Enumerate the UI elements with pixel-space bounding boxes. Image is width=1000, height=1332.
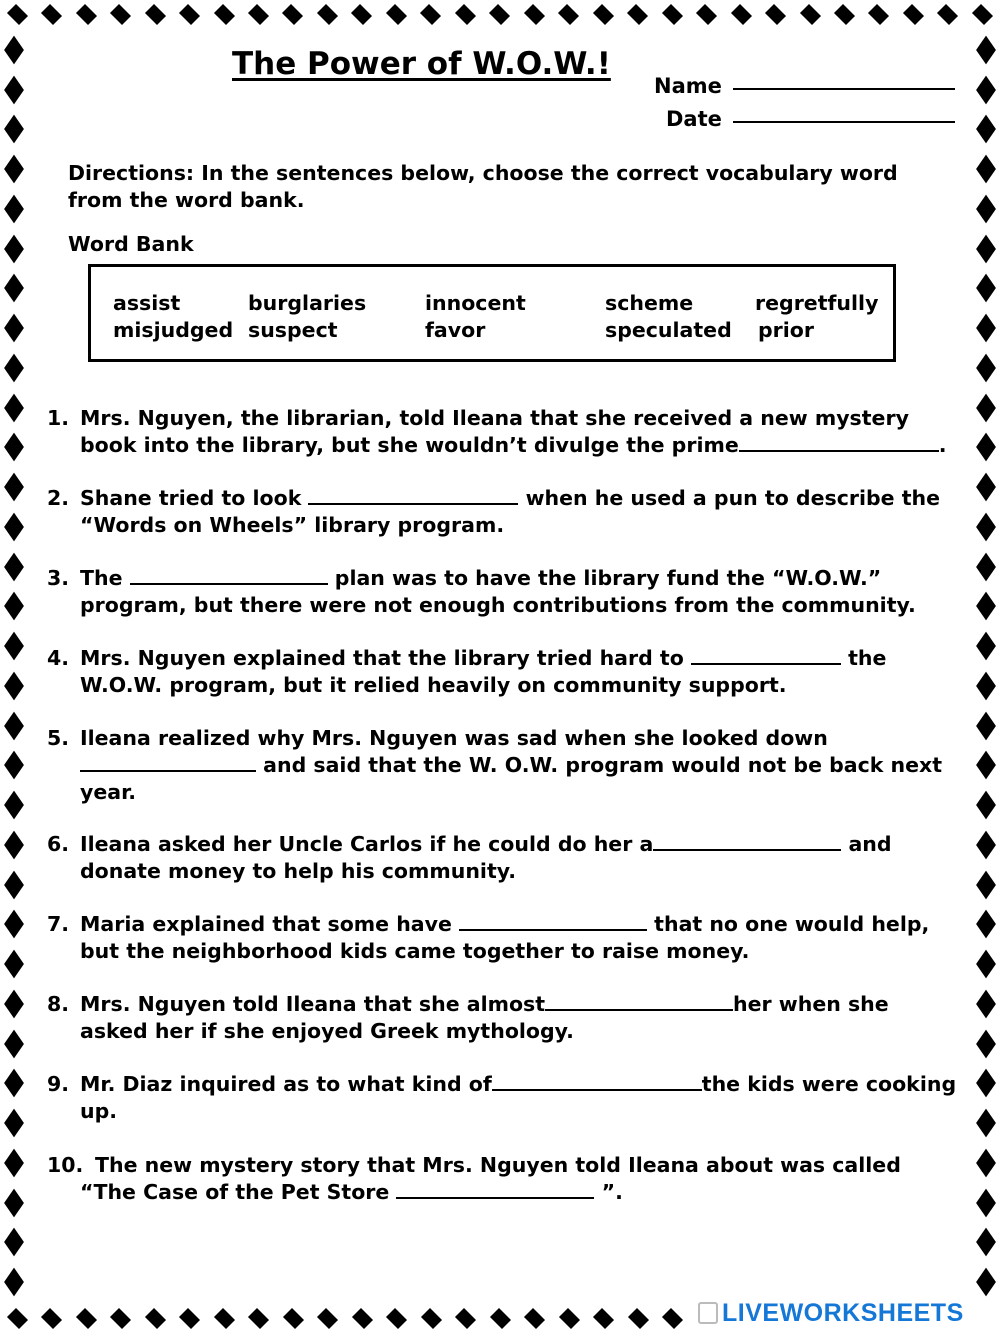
question-number: 4. bbox=[47, 646, 70, 670]
border-diamond bbox=[4, 1149, 24, 1178]
border-diamond bbox=[976, 672, 996, 701]
border-diamond bbox=[110, 3, 131, 24]
name-label: Name bbox=[654, 74, 722, 98]
question-text: Ileana asked her Uncle Carlos if he could do her a bbox=[80, 832, 654, 856]
border-diamond bbox=[524, 1307, 545, 1328]
border-diamond bbox=[976, 632, 996, 661]
border-diamond bbox=[4, 950, 24, 979]
border-diamond bbox=[976, 751, 996, 780]
border-diamond bbox=[976, 1149, 996, 1178]
border-diamond bbox=[4, 552, 24, 581]
question-2 bbox=[47, 485, 959, 539]
word-bank-word: favor bbox=[425, 318, 486, 342]
border-diamond bbox=[41, 1307, 62, 1328]
border-diamond bbox=[558, 3, 579, 24]
border-diamond bbox=[351, 3, 372, 24]
border-diamond bbox=[593, 3, 614, 24]
word-bank-word: prior bbox=[758, 318, 815, 342]
border-diamond bbox=[4, 354, 24, 383]
border-diamond bbox=[4, 1029, 24, 1058]
border-bottom bbox=[0, 1304, 690, 1332]
answer-blank[interactable] bbox=[739, 432, 939, 452]
question-9 bbox=[47, 1071, 959, 1125]
border-diamond bbox=[145, 3, 166, 24]
answer-blank[interactable] bbox=[308, 485, 518, 505]
border-diamond bbox=[145, 1307, 166, 1328]
border-diamond bbox=[4, 195, 24, 224]
border-diamond bbox=[976, 1228, 996, 1257]
border-diamond bbox=[490, 1307, 511, 1328]
border-diamond bbox=[421, 1307, 442, 1328]
border-diamond bbox=[4, 1069, 24, 1098]
question-text: Maria explained that some have bbox=[80, 912, 452, 936]
border-diamond bbox=[4, 314, 24, 343]
border-diamond bbox=[4, 1188, 24, 1217]
border-diamond bbox=[283, 1307, 304, 1328]
border-diamond bbox=[7, 3, 28, 24]
border-diamond bbox=[731, 3, 752, 24]
word-bank-word: speculated bbox=[605, 318, 732, 342]
question-text: Ileana realized why Mrs. Nguyen was sad when she looked down bbox=[80, 726, 828, 750]
border-diamond bbox=[976, 1188, 996, 1217]
word-bank-box bbox=[88, 264, 896, 362]
question-text: Mrs. Nguyen, the librarian, told Ileana that she received a new mystery book into the library, but she wouldn’t divulge the prime bbox=[80, 406, 909, 457]
border-diamond bbox=[976, 473, 996, 502]
border-diamond bbox=[76, 1307, 97, 1328]
word-bank-word: suspect bbox=[248, 318, 338, 342]
border-diamond bbox=[765, 3, 786, 24]
border-diamond bbox=[4, 513, 24, 542]
border-diamond bbox=[214, 1307, 235, 1328]
word-bank-word: assist bbox=[113, 291, 181, 315]
question-4 bbox=[47, 645, 959, 699]
border-diamond bbox=[248, 3, 269, 24]
border-diamond bbox=[214, 3, 235, 24]
question-text-end: and said that the W. O.W. program would not be back next year. bbox=[80, 753, 943, 804]
border-diamond bbox=[976, 592, 996, 621]
word-bank-word: scheme bbox=[605, 291, 694, 315]
border-diamond bbox=[976, 1109, 996, 1138]
border-diamond bbox=[976, 950, 996, 979]
border-diamond bbox=[976, 36, 996, 65]
border-diamond bbox=[248, 1307, 269, 1328]
border-diamond bbox=[976, 274, 996, 303]
border-diamond bbox=[179, 3, 200, 24]
question-number: 7. bbox=[47, 912, 70, 936]
border-diamond bbox=[317, 3, 338, 24]
question-text: Mrs. Nguyen told Ileana that she almost bbox=[80, 992, 546, 1016]
border-diamond bbox=[4, 36, 24, 65]
border-diamond bbox=[455, 3, 476, 24]
border-diamond bbox=[868, 3, 889, 24]
border-diamond bbox=[559, 1307, 580, 1328]
border-diamond bbox=[4, 393, 24, 422]
question-text-end: when he used a pun to describe the “Words on Wheels” library program. bbox=[80, 486, 940, 537]
border-diamond bbox=[386, 1307, 407, 1328]
border-diamond bbox=[976, 552, 996, 581]
border-diamond bbox=[110, 1307, 131, 1328]
border-diamond bbox=[4, 155, 24, 184]
question-text-end: her when she asked her if she enjoyed Greek mythology. bbox=[80, 992, 889, 1043]
border-diamond bbox=[976, 513, 996, 542]
question-3 bbox=[47, 565, 959, 619]
border-diamond bbox=[976, 75, 996, 104]
question-5 bbox=[47, 725, 959, 806]
border-diamond bbox=[4, 791, 24, 820]
border-diamond bbox=[976, 234, 996, 263]
border-diamond bbox=[627, 3, 648, 24]
border-diamond bbox=[976, 433, 996, 462]
border-diamond bbox=[282, 3, 303, 24]
border-diamond bbox=[799, 3, 820, 24]
border-diamond bbox=[937, 3, 958, 24]
border-diamond bbox=[4, 274, 24, 303]
border-diamond bbox=[976, 195, 996, 224]
border-diamond bbox=[976, 711, 996, 740]
question-text: Mrs. Nguyen explained that the library tried hard to bbox=[80, 646, 684, 670]
question-text-end: ”. bbox=[601, 1180, 623, 1204]
border-diamond bbox=[903, 3, 924, 24]
border-diamond bbox=[834, 3, 855, 24]
logo-text: LIVEWORKSHEETS bbox=[722, 1298, 964, 1327]
border-diamond bbox=[4, 433, 24, 462]
liveworksheets-logo bbox=[698, 1300, 964, 1326]
word-bank-word: burglaries bbox=[248, 291, 367, 315]
word-bank-word: innocent bbox=[425, 291, 526, 315]
answer-blank[interactable] bbox=[130, 565, 328, 585]
question-text-end: . bbox=[938, 433, 947, 457]
border-diamond bbox=[4, 751, 24, 780]
answer-blank[interactable] bbox=[545, 991, 733, 1011]
worksheet-title: The Power of W.O.W.! bbox=[232, 46, 611, 82]
border-diamond bbox=[4, 115, 24, 144]
question-text-end: the W.O.W. program, but it relied heavily on community support. bbox=[80, 646, 887, 697]
border-diamond bbox=[976, 155, 996, 184]
directions-text: Directions: In the sentences below, choose the correct vocabulary word from the word bank. bbox=[68, 161, 898, 212]
border-diamond bbox=[4, 711, 24, 740]
answer-blank[interactable] bbox=[396, 1179, 594, 1199]
question-number: 8. bbox=[47, 992, 70, 1016]
name-field[interactable] bbox=[733, 88, 955, 90]
border-diamond bbox=[976, 1029, 996, 1058]
border-diamond bbox=[489, 3, 510, 24]
border-diamond bbox=[4, 1268, 24, 1297]
border-diamond bbox=[976, 870, 996, 899]
logo-icon bbox=[698, 1302, 718, 1324]
border-diamond bbox=[4, 672, 24, 701]
border-diamond bbox=[386, 3, 407, 24]
border-diamond bbox=[4, 1109, 24, 1138]
border-left bbox=[0, 30, 28, 1302]
border-diamond bbox=[662, 3, 683, 24]
border-diamond bbox=[76, 3, 97, 24]
question-number: 5. bbox=[47, 726, 70, 750]
question-text: The bbox=[80, 566, 123, 590]
border-diamond bbox=[976, 354, 996, 383]
answer-blank[interactable] bbox=[80, 752, 256, 772]
border-diamond bbox=[593, 1307, 614, 1328]
answer-blank[interactable] bbox=[691, 645, 841, 665]
date-label: Date bbox=[666, 107, 722, 131]
border-diamond bbox=[976, 831, 996, 860]
question-10 bbox=[47, 1152, 959, 1206]
question-number: 1. bbox=[47, 406, 70, 430]
border-diamond bbox=[976, 791, 996, 820]
date-field[interactable] bbox=[733, 121, 955, 123]
question-1 bbox=[47, 405, 959, 459]
answer-blank[interactable] bbox=[459, 911, 647, 931]
border-diamond bbox=[4, 870, 24, 899]
border-diamond bbox=[524, 3, 545, 24]
border-diamond bbox=[4, 990, 24, 1019]
question-number: 3. bbox=[47, 566, 70, 590]
question-number: 2. bbox=[47, 486, 70, 510]
border-diamond bbox=[4, 234, 24, 263]
border-diamond bbox=[976, 1069, 996, 1098]
answer-blank[interactable] bbox=[653, 831, 841, 851]
question-text: Shane tried to look bbox=[80, 486, 302, 510]
word-bank-label: Word Bank bbox=[68, 232, 194, 256]
question-text: The new mystery story that Mrs. Nguyen told Ileana about was called “The Case of the Pet Store bbox=[80, 1153, 901, 1204]
border-diamond bbox=[662, 1307, 683, 1328]
border-diamond bbox=[976, 910, 996, 939]
border-top bbox=[0, 0, 1000, 28]
border-diamond bbox=[4, 75, 24, 104]
border-diamond bbox=[4, 831, 24, 860]
question-number: 10. bbox=[47, 1153, 84, 1177]
question-number: 6. bbox=[47, 832, 70, 856]
border-diamond bbox=[696, 3, 717, 24]
border-diamond bbox=[4, 1228, 24, 1257]
question-number: 9. bbox=[47, 1072, 70, 1096]
border-diamond bbox=[317, 1307, 338, 1328]
border-diamond bbox=[455, 1307, 476, 1328]
word-bank-word: regretfully bbox=[755, 291, 879, 315]
question-text-end: the kids were cooking up. bbox=[80, 1072, 957, 1123]
border-diamond bbox=[972, 3, 993, 24]
border-diamond bbox=[4, 910, 24, 939]
border-diamond bbox=[4, 473, 24, 502]
border-diamond bbox=[976, 314, 996, 343]
question-7 bbox=[47, 911, 959, 965]
border-diamond bbox=[628, 1307, 649, 1328]
border-diamond bbox=[4, 632, 24, 661]
question-text-end: that no one would help, but the neighborhood kids came together to raise money. bbox=[80, 912, 930, 963]
question-8 bbox=[47, 991, 959, 1045]
question-text: Mr. Diaz inquired as to what kind of bbox=[80, 1072, 492, 1096]
border-diamond bbox=[41, 3, 62, 24]
border-diamond bbox=[352, 1307, 373, 1328]
border-diamond bbox=[976, 990, 996, 1019]
word-bank-word: misjudged bbox=[113, 318, 234, 342]
question-text-end: plan was to have the library fund the “W.O.W.” program, but there were not enough contributions from the community. bbox=[80, 566, 916, 617]
border-diamond bbox=[420, 3, 441, 24]
border-diamond bbox=[976, 115, 996, 144]
question-6 bbox=[47, 831, 959, 885]
border-diamond bbox=[976, 1268, 996, 1297]
border-diamond bbox=[4, 592, 24, 621]
border-diamond bbox=[7, 1307, 28, 1328]
border-diamond bbox=[976, 393, 996, 422]
border-right bbox=[972, 30, 1000, 1302]
border-diamond bbox=[179, 1307, 200, 1328]
answer-blank[interactable] bbox=[492, 1071, 702, 1091]
question-text-end: and donate money to help his community. bbox=[80, 832, 892, 883]
